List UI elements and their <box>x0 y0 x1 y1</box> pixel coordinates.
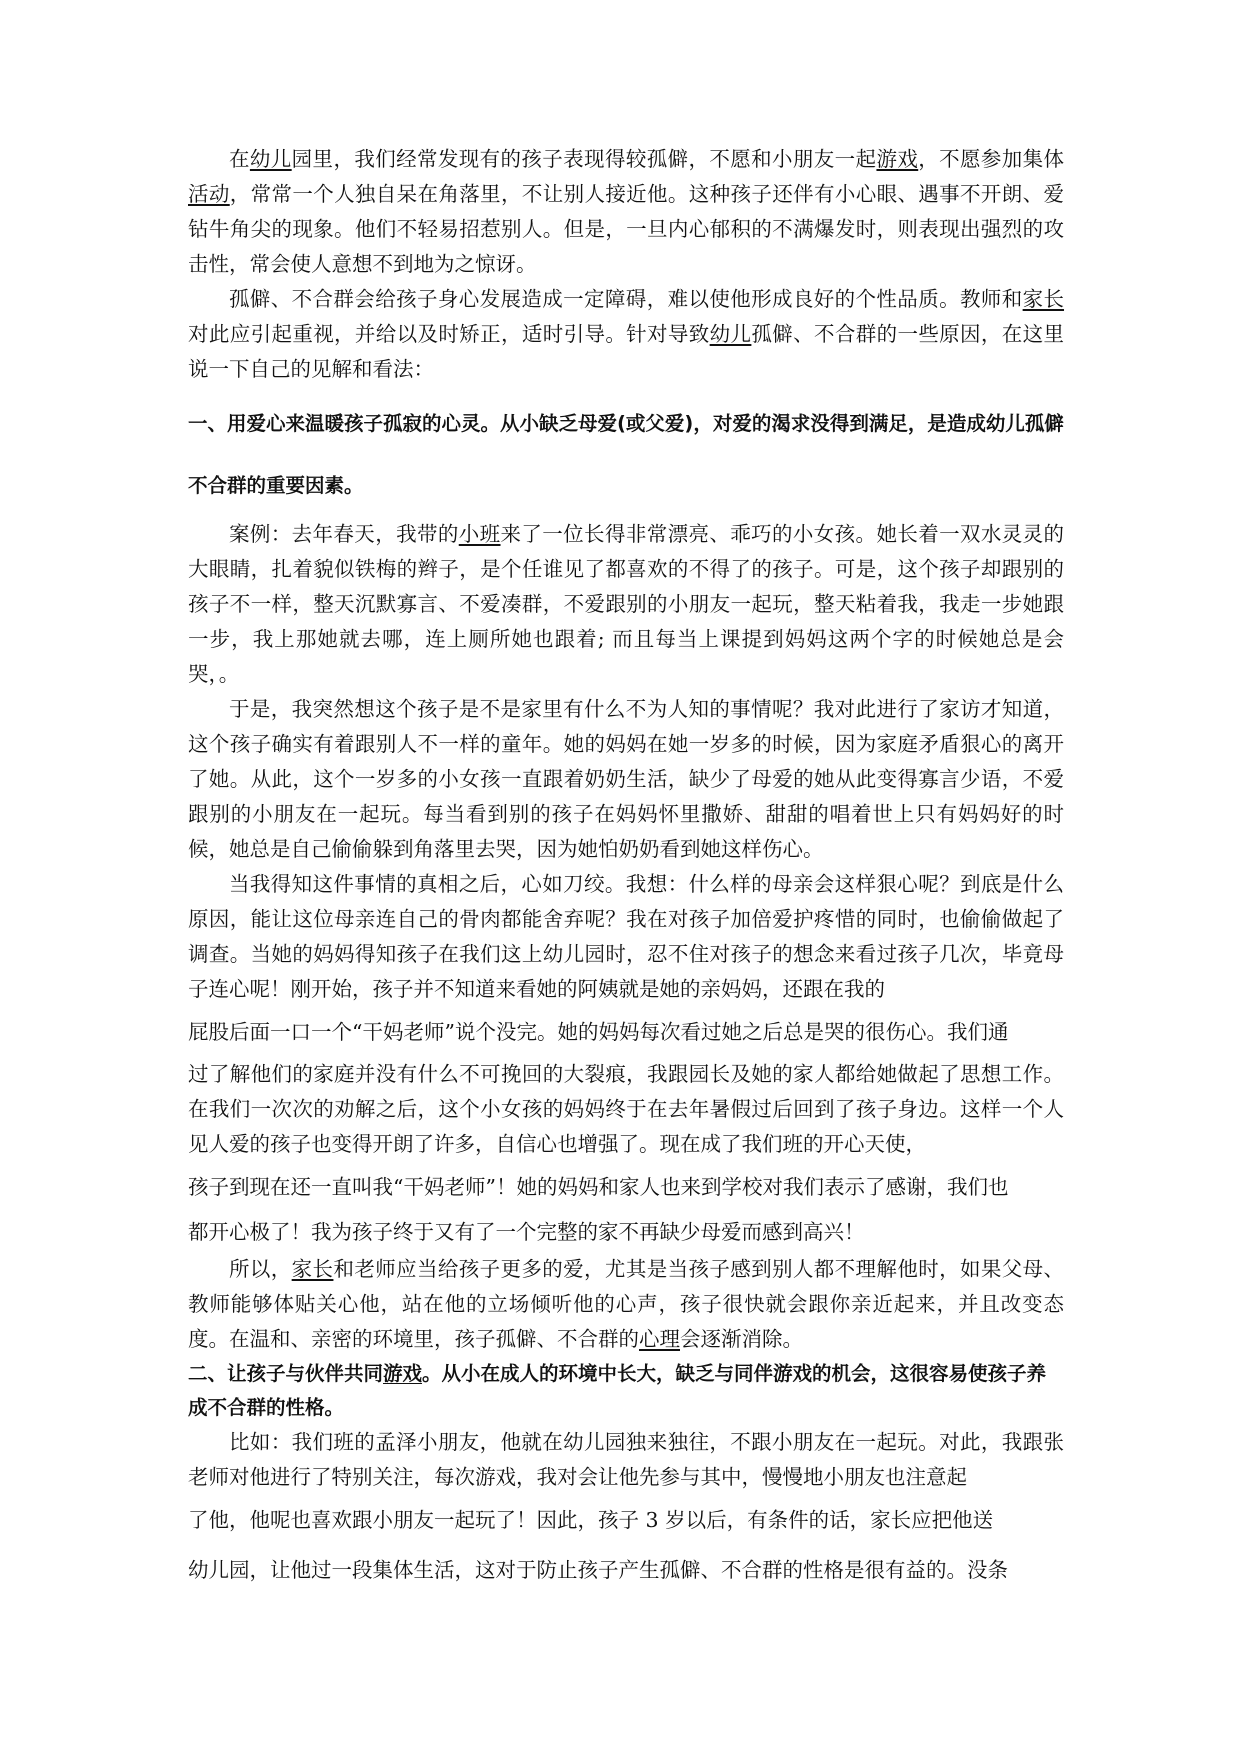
paragraph-home-visit: 于是，我突然想这个孩子是不是家里有什么不为人知的事情呢？我对此进行了家访才知道，这个孩子确实有着跟别人不一样的童年。她的妈妈在她一岁多的时候，因为家庭矛盾狠心的离开了她。从此，这个一岁多的小女孩一直跟着奶奶生活，缺少了母爱的她从此变得寡言少语，不爱跟别的小朋友在一起玩。每当看到别的孩子在妈妈怀里撒娇、甜甜的唱着世上只有妈妈好的时候，她总是自己偷偷躲到角落里去哭，因为她怕奶奶看到她这样伤心。 <box>188 697 1064 861</box>
paragraph-investigation-cont-3: 孩子到现在还一直叫我“干妈老师”！她的妈妈和家人也来到学校对我们表示了感谢，我们也 <box>188 1175 1009 1199</box>
link-small-class[interactable]: 小班 <box>458 522 501 546</box>
text-segment: 来了一位长得非常漂亮、乖巧的小女孩。她长着一双水灵灵的大眼睛，扎着貌似铁梅的辫子，是个任谁见了都喜欢的不得了的孩子。可是，这个孩子却跟别的孩子不一样，整天沉默寡言、不爱凑群，不爱跟别的小朋友一起玩，整天粘着我，我走一步她跟一步，我上那她就去哪，连上厕所她也跟着; 而且每当上课提到妈妈这两个字的时候她总是会哭，。 <box>188 522 1065 686</box>
paragraph-example-cont-2: 幼儿园，让他过一段集体生活，这对于防止孩子产生孤僻、不合群的性格是很有益的。没条 <box>188 1558 1008 1582</box>
text-segment: ，常常一个人独自呆在角落里，不让别人接近他。这种孩子还伴有小心眼、遇事不开朗、爱钻牛角尖的现象。他们不轻易招惹别人。但是，一旦内心郁积的不满爆发时，则表现出强烈的攻击性，常会使人意想不到地为之惊讶。 <box>188 182 1065 276</box>
text-segment: 孤僻、不合群会给孩子身心发展造成一定障碍，难以使他形成良好的个性品质。教师和 <box>229 287 1023 311</box>
text-segment: 园里，我们经常发现有的孩子表现得较孤僻，不愿和小朋友一起 <box>291 147 877 171</box>
text-segment: ，不愿参加集体 <box>918 147 1065 171</box>
paragraph-investigation: 当我得知这件事情的真相之后，心如刀绞。我想：什么样的母亲会这样狠心呢？到底是什么原因，能让这位母亲连自己的骨肉都能舍弃呢？我在对孩子加倍爱护疼惜的同时，也偷偷做起了调查。当她的妈妈得知孩子在我们这上幼儿园时，忍不住对孩子的想念来看过孩子几次，毕竟母子连心呢！刚开始，孩子并不知道来看她的阿姨就是她的亲妈妈，还跟在我的 <box>188 872 1064 1001</box>
link-game-2[interactable]: 游戏 <box>383 1362 423 1385</box>
text-segment: 二、让孩子与伙伴共同 <box>188 1362 384 1385</box>
text-segment: 所以， <box>229 1257 292 1281</box>
text-segment: 孤僻、不合群的一些原因，在这里说一下自己的见解和看法： <box>188 322 1065 381</box>
paragraph-example-cont-1: 了他，他呢也喜欢跟小朋友一起玩了！因此，孩子 3 岁以后，有条件的话，家长应把他送 <box>188 1508 994 1532</box>
link-activity[interactable]: 活动 <box>188 182 230 206</box>
link-parents[interactable]: 家长 <box>1022 287 1065 311</box>
section-heading-1: 一、用爱心来温暖孩子孤寂的心灵。从小缺乏母爱(或父爱)，对爱的渴求没得到满足，是造成幼儿孤僻不合群的重要因素。 <box>188 412 1064 497</box>
paragraph-intro <box>188 142 1064 282</box>
paragraph-case <box>188 517 1064 692</box>
text-segment: 在 <box>229 147 250 171</box>
link-psychology[interactable]: 心理 <box>639 1327 680 1351</box>
paragraph-example: 比如：我们班的孟泽小朋友，他就在幼儿园独来独往，不跟小朋友在一起玩。对此，我跟张老师对他进行了特别关注，每次游戏，我对会让他先参与其中，慢慢地小朋友也注意起 <box>188 1430 1064 1489</box>
link-kindergarten-2[interactable]: 幼儿 <box>709 322 752 346</box>
text-segment: 。从小在成人的环境中长大，缺乏与同伴游戏的机会，这很容易使孩子养成不合群的性格。 <box>188 1362 1047 1419</box>
paragraph-investigation-cont-2: 过了解他们的家庭并没有什么不可挽回的大裂痕，我跟园长及她的家人都给她做起了思想工作。在我们一次次的劝解之后，这个小女孩的妈妈终于在去年暑假过后回到了孩子身边。这样一个人见人爱的孩子也变得开朗了许多，自信心也增强了。现在成了我们班的开心天使， <box>188 1062 1064 1156</box>
text-segment: 和老师应当给孩子更多的爱，尤其是当孩子感到别人都不理解他时，如果父母、教师能够体贴关心他，站在他的立场倾听他的心声，孩子很快就会跟你亲近起来，并且改变态度。在温和、亲密的环境里，孩子孤僻、不合群的 <box>188 1257 1065 1351</box>
paragraph-conclusion <box>188 1252 1064 1357</box>
text-segment: 案例：去年春天，我带的 <box>229 522 459 546</box>
document-body <box>188 142 1064 1595</box>
section-heading-2 <box>188 1357 1064 1425</box>
paragraph-investigation-cont-1: 屁股后面一口一个“干妈老师”说个没完。她的妈妈每次看过她之后总是哭的很伤心。我们通 <box>188 1020 1009 1044</box>
paragraph-investigation-cont-4: 都开心极了！我为孩子终于又有了一个完整的家不再缺少母爱而感到高兴！ <box>188 1220 865 1244</box>
paragraph-importance <box>188 282 1064 387</box>
link-parents-2[interactable]: 家长 <box>291 1257 334 1281</box>
text-segment: 对此应引起重视，并给以及时矫正，适时引导。针对导致 <box>188 322 710 346</box>
text-segment: 会逐渐消除。 <box>680 1327 803 1351</box>
link-game[interactable]: 游戏 <box>876 147 919 171</box>
link-kindergarten[interactable]: 幼儿 <box>249 147 292 171</box>
